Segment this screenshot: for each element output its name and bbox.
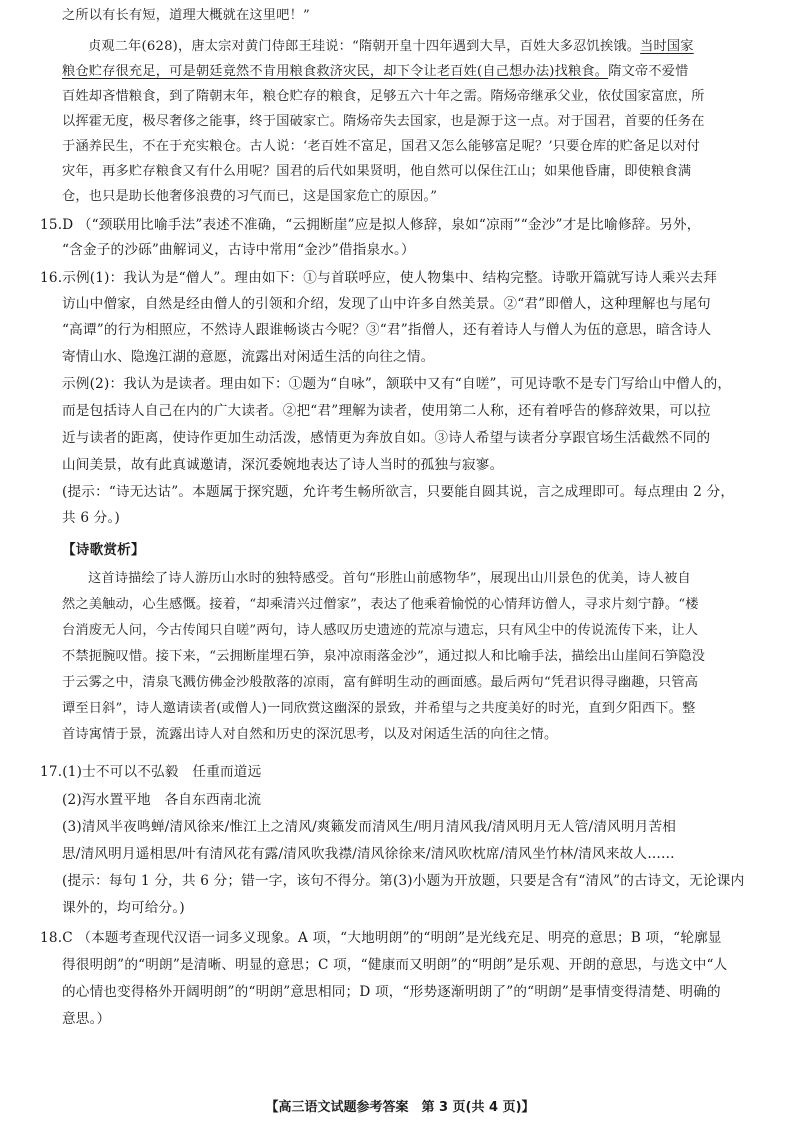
answer-17-hint: (提示：每句 1 分，共 6 分；错一字，该句不得分。第(3)小题为开放题，只要是含有“清风”的古诗文，无论课内 <box>62 873 745 889</box>
answer-16-line: 而是包括诗人自己在内的广大读者。②把“君”理解为读者，使用第二人称，还有着呼告的修辞效果，可以拉 <box>62 403 711 419</box>
answer-18-line: 18.C （本题考查现代汉语一词多义现象。A 项，“大地明朗”的“明朗”是光线充足、明亮的意思；B 项，“轮廓显 <box>40 930 722 946</box>
answer-17-line: 17.(1)士不可以不弘毅 任重而道远 <box>40 764 262 780</box>
poem-analysis-line: 不禁扼腕叹惜。接下来，“云拥断崖埋石笋，泉冲凉雨落金沙”，通过拟人和比喻手法，描绘出山崖间石笋隐没 <box>62 649 706 664</box>
passage-line: 仓，也只是助长他奢侈浪费的习气而已，这是国家危亡的原因。” <box>62 189 438 204</box>
underlined-text: 当时国家 <box>640 39 694 54</box>
answer-16-hint: (提示：“诗无达诂”。本题属于探究题，允许考生畅所欲言，只要能自圆其说，言之成理即可。每点理由 2 分， <box>62 484 735 500</box>
answer-18-line: 的心情也变得格外开阔明朗”的“明朗”意思相同；D 项，“形势逐渐明朗了”的“明朗”是事情变得清楚、明确的 <box>62 984 721 1000</box>
answer-16-line: 山间美景，故有此真诚邀请，深沉委婉地表达了诗人当时的孤独与寂寥。 <box>62 457 504 473</box>
answer-17-line: (2)泻水置平地 各自东西南北流 <box>62 792 262 808</box>
answer-16-line: 示例(2)：我认为是读者。理由如下：①题为“自咏”，颔联中又有“自嗟”，可见诗歌不是专门写给山中僧人的， <box>62 376 732 392</box>
answer-15-line: “含金子的沙砾”曲解词义，古诗中常用“金沙”借指泉水。） <box>62 242 415 258</box>
answer-16-line: 16.示例(1)：我认为是“僧人”。理由如下：①与首联呼应，使人物集中、结构完整。诗歌开篇就写诗人乘兴去拜 <box>40 270 718 286</box>
passage-line: 以挥霍无度，极尽奢侈之能事，终于国破家亡。隋炀帝失去国家，也是源于这一点。对于国君，首要的任务在 <box>62 114 705 129</box>
poem-analysis-line: 谭至日斜”，诗人邀请读者(或僧人)一同欣赏这幽深的景致，并希望与之共度美好的时光，直到夕阳西下。整 <box>62 701 696 716</box>
answer-16-line: “高谭”的行为相照应，不然诗人跟谁畅谈古今呢？③“君”指僧人，还有着诗人与僧人为伍的意思，暗含诗人 <box>62 322 712 338</box>
passage-line: 灾年，再多贮存粮食又有什么用呢？国君的后代如果贤明，他自然可以保住江山；如果他昏庸，即使粮食满 <box>62 164 692 179</box>
passage-line: 粮仓贮存很充足，可是朝廷竟然不肯用粮食救济灾民，却下令让老百姓(自己想办法)找粮食。隋文帝不爱惜 <box>62 64 689 79</box>
answer-16-line: 近与读者的距离，使诗作更加生动活泼，感情更为奔放自如。③诗人希望与读者分享跟官场生活截然不同的 <box>62 430 711 446</box>
answer-17-line: 思/清风明月遥相思/叶有清风花有露/清风吹我襟/清风徐徐来/清风吹枕席/清风坐竹林/清风来故人…… <box>62 846 675 862</box>
answer-16-hint: 共 6 分。) <box>62 510 120 526</box>
answer-16-line: 访山中僧家，自然是经由僧人的引领和介绍，发现了山中许多自然美景。②“君”即僧人，这种理解也与尾句 <box>62 296 711 312</box>
poem-analysis-line: 这首诗描绘了诗人游历山水时的独特感受。首句“形胜山前感物华”，展现出山川景色的优美，诗人被自 <box>88 571 691 586</box>
passage-line: 之所以有长有短，道理大概就在这里吧！” <box>62 8 310 23</box>
page-footer: 【高三语文试题参考答案 第 3 页(共 4 页)】 <box>265 1100 535 1115</box>
answer-18-line: 得很明朗”的“明朗”是清晰、明显的意思；C 项，“健康而又明朗”的“明朗”是乐观、开朗的意思，与选文中“人 <box>62 957 728 973</box>
section-heading: 【诗歌赏析】 <box>62 542 145 558</box>
answer-18-line: 意思。） <box>62 1011 111 1027</box>
poem-analysis-line: 于云雾之中，清泉飞溅仿佛金沙般散落的凉雨，富有鲜明生动的画面感。最后两句“凭君识得寻幽趣，只管高 <box>62 675 699 690</box>
passage-line: 于涵养民生，不在于充实粮仓。古人说：‘老百姓不富足，国君又怎么能够富足呢？’只要仓库的贮备足以对付 <box>62 139 700 154</box>
answer-17-hint: 课外的，均可给分。) <box>62 900 185 916</box>
poem-analysis-line: 首诗寓情于景，流露出诗人对自然和历史的深沉思考，以及对闲适生活的向往之情。 <box>62 727 558 742</box>
answer-16-line: 寄情山水、隐逸江湖的意愿，流露出对闲适生活的向往之情。 <box>62 349 435 365</box>
underlined-text: 粮仓贮存很充足，可是朝廷竟然不肯用粮食救济灾民，却下令让老百姓(自己想办法)找粮食。 <box>62 64 609 79</box>
poem-analysis-line: 台消废无人问，今古传闻只自嗟”两句，诗人感叹历史遗迹的荒凉与遗忘，只有风尘中的传说流传下来，让人 <box>62 623 699 638</box>
poem-analysis-line: 然之美触动，心生感慨。接着，“却乘清兴过僧家”，表达了他乘着愉悦的心情拜访僧人，寻求片刻宁静。“楼 <box>62 597 699 612</box>
answer-17-line: (3)清风半夜鸣蝉/清风徐来/惟江上之清风/爽籁发而清风生/明月清风我/清风明月无人管/清风明月苦相 <box>62 819 677 835</box>
passage-line: 贞观二年(628)，唐太宗对黄门侍郎王珪说：“隋朝开皇十四年遇到大旱，百姓大多忍饥挨饿。当时国家 <box>88 39 694 54</box>
passage-line: 百姓却吝惜粮食，到了隋朝末年，粮仓贮存的粮食，足够五六十年之需。隋炀帝继承父业，依仗国家富庶，所 <box>62 89 705 104</box>
answer-15-line: 15.D （“颈联用比喻手法”表述不准确，“云拥断崖”应是拟人修辞，泉如“凉雨”“金沙”才是比喻修辞。另外， <box>40 217 701 233</box>
